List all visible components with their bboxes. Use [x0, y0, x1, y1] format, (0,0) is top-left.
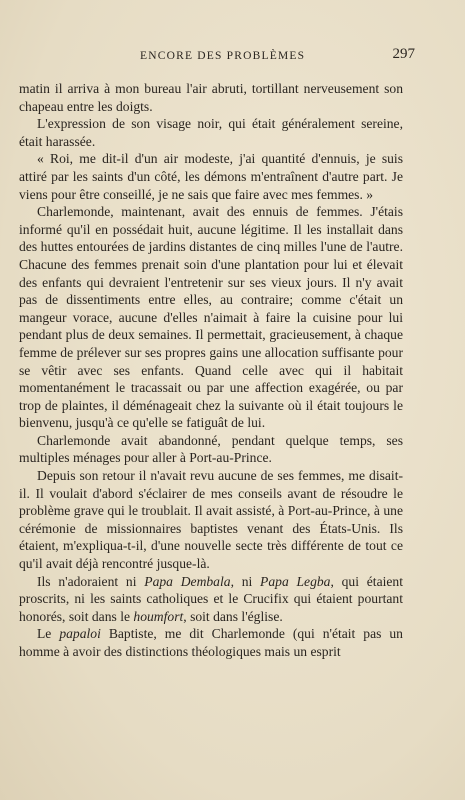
text-segment: Le — [37, 626, 60, 642]
text-segment: , qui étaient proscrits, ni les saints catholiques et le Crucifix qui étaient pourtant honorés, soit dans le — [19, 573, 403, 624]
text-segment: Depuis son retour il n'avait revu aucune de ses femmes, me disait-il. Il voulait d'abord s'éclairer de mes conseils avant de résoudre le problème grave qui le troublait. Il avait assisté, à Port-au-Prince, à une cérémonie de missionnaires baptistes venant des États-Unis. Ils étaient, m'expliqua-t-il, d'une nouvelle secte très différente de tout ce qu'il avait déjà rencontré jusque-là. — [19, 468, 403, 572]
text-segment: « Roi, me dit-il d'un air modeste, j'ai quantité d'ennuis, je suis attiré par les saints d'un côté, les démons m'entraînent d'autre part. Je viens pour être conseillé, je ne sais que faire avec mes femmes. » — [19, 151, 403, 202]
page-header — [140, 46, 415, 68]
paragraph — [19, 203, 403, 432]
text-segment: , soit dans l'église. — [183, 608, 283, 624]
paragraph — [19, 625, 403, 660]
text-segment: Charlemonde, maintenant, avait des ennuis de femmes. J'étais informé qu'il en possédait huit, aucune légitime. Il les installait dans des huttes entourées de jardins distantes de cinq milles l'une de l'autre. Chacune des femmes prenait soin d'une plantation pour lui et élevait des enfants qui devraient l'entretenir sur ses vieux jours. Il n'y avait pas de dissentiments entre elles, au contraire; comme c'était un mangeur vorace, aucune d'elles n'aimait à faire la cuisine pour lui pendant plus de deux semaines. Il permettait, gracieusement, à chaque femme de prélever sur ses propres gains une allocation suffisante pour se vêtir avec ses enfants. Quand celle avec qui il habitait momentanément le tracassait ou par une affection exagérée, ou par trop de plaintes, il déménageait chez la suivante où il était toujours le bienvenu, jusqu'à ce qu'elle se fatiguât de lui. — [19, 204, 403, 431]
paragraph — [19, 115, 403, 150]
text-segment: Ils n'adoraient ni — [37, 573, 145, 589]
italic-term: Papa Legba — [260, 573, 331, 589]
running-head: ENCORE DES PROBLÈMES — [140, 50, 306, 62]
text-segment: Charlemonde avait abandonné, pendant quelque temps, ses multiples ménages pour aller à Port-au-Prince. — [19, 432, 403, 466]
text-segment: Baptiste, me dit Charlemonde (qui n'était pas un homme à avoir des distinctions théologiques mais un esprit — [19, 626, 403, 659]
page-number: 297 — [392, 46, 415, 62]
paragraph — [19, 80, 403, 115]
italic-term: houmfort — [133, 608, 184, 624]
text-segment: L'expression de son visage noir, qui était généralement sereine, était harassée. — [19, 116, 403, 149]
paragraph — [19, 467, 403, 573]
text-segment: matin il arriva à mon bureau l'air abruti, tortillant nerveusement son chapeau entre les doigts. — [19, 81, 403, 114]
paragraph — [19, 432, 403, 467]
body-text — [19, 80, 403, 661]
italic-term: Papa Dembala — [144, 573, 231, 589]
paragraph — [19, 150, 403, 203]
text-segment: , ni — [230, 573, 261, 589]
paragraph — [19, 573, 403, 626]
italic-term: papaloi — [59, 626, 101, 642]
